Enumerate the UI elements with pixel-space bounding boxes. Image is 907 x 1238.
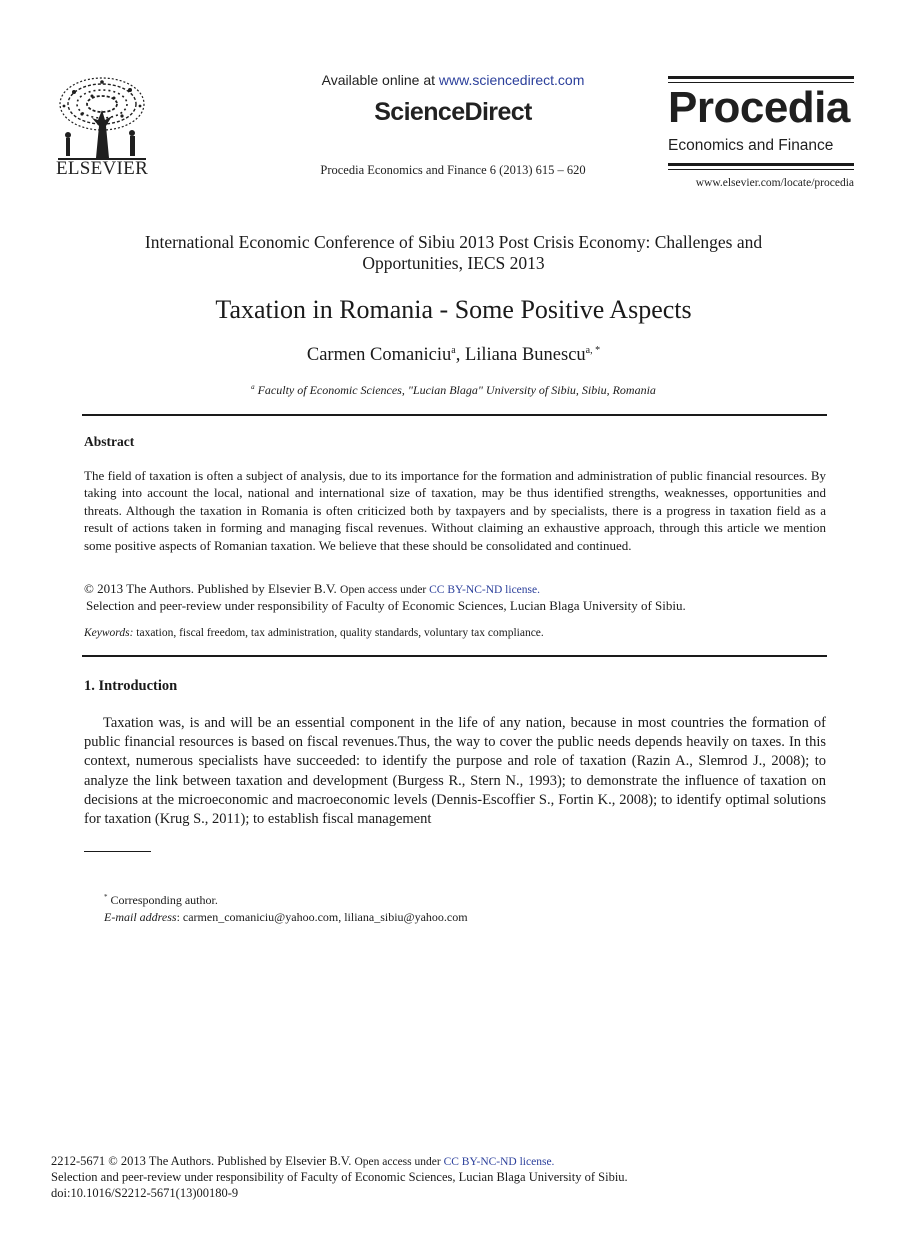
author-1-affiliation-mark: a (451, 344, 456, 356)
affiliation-text: Faculty of Economic Sciences, "Lucian Blaga" University of Sibiu, Sibiu, Romania (254, 383, 656, 397)
paper-title: Taxation in Romania - Some Positive Aspects (215, 295, 692, 324)
issn-copyright-line (51, 1154, 554, 1169)
procedia-rule-top (668, 76, 854, 79)
footnote-email (104, 910, 468, 925)
publisher-name: ELSEVIER (55, 158, 149, 179)
keywords-label: Keywords: (84, 627, 134, 639)
author-separator: , (455, 345, 465, 365)
email-addresses[interactable]: : carmen_comaniciu@yahoo.com, liliana_sibiu@yahoo.com (176, 910, 468, 924)
peer-review-statement: Selection and peer-review under responsibility of Faculty of Economic Sciences, Lucian Blaga University of Sibiu. (86, 598, 686, 613)
procedia-logo: Procedia (668, 83, 850, 132)
keywords-list: taxation, fiscal freedom, tax administration, quality standards, voluntary tax compliance. (133, 627, 544, 639)
journal-reference: Procedia Economics and Finance 6 (2013) 615 – 620 (320, 163, 586, 177)
procedia-url[interactable]: www.elsevier.com/locate/procedia (695, 177, 854, 189)
doi-line[interactable]: doi:10.1016/S2212-5671(13)00180-9 (51, 1186, 239, 1200)
issn-copyright-text: 2212-5671 © 2013 The Authors. Published by Elsevier B.V. (51, 1154, 355, 1168)
footnote-rule (84, 851, 151, 852)
footnote-corresponding-author (104, 893, 218, 908)
conference-line-2: Opportunities, IECS 2013 (362, 253, 545, 273)
introduction-text: Taxation was, is and will be an essential component in the life of any nation, because in most countries the formation of public financial resources is based on fiscal revenues.Thus, the way to cover the public needs depends heavily on taxes. In this context, numerous specialists have succeeded: to identify the purpose and role of taxation (Razin A., Slemrod J., 2008); to analyze the link between taxation and development (Burgess R., Stern N., 1993); to demonstrate the influence of taxation on decisions at the microeconomic and macroeconomic levels (Dennis-Escoffier S., Fortin K., 2008); to identify optimal solutions for taxation (Krug S., 2011); to establish fiscal management (84, 715, 826, 828)
abstract-top-rule (82, 414, 827, 416)
email-label: E-mail address (104, 910, 177, 924)
procedia-rule-mid-thin (668, 169, 854, 170)
keywords (84, 626, 826, 641)
affiliation-mark: a (251, 383, 255, 391)
procedia-rule-mid (668, 163, 854, 166)
footnote-corr-text: Corresponding author. (107, 893, 218, 907)
open-access-text: Open access under (340, 584, 430, 596)
author-2-name: Liliana Bunescu (464, 345, 586, 365)
author-list (90, 345, 817, 366)
bottom-open-access-text: Open access under (354, 1156, 444, 1168)
author-1-name: Carmen Comaniciu (306, 345, 452, 365)
abstract-heading: Abstract (84, 434, 135, 449)
available-online-line (228, 72, 678, 88)
author-2-affiliation-mark: a, * (585, 344, 601, 356)
tree-icon (52, 74, 152, 160)
abstract-bottom-rule (82, 655, 827, 657)
license-link[interactable]: CC BY-NC-ND license. (429, 584, 540, 596)
bottom-license-link[interactable]: CC BY-NC-ND license. (443, 1156, 555, 1168)
conference-line-1: International Economic Conference of Sibiu 2013 Post Crisis Economy: Challenges and (144, 232, 763, 252)
sciencedirect-logo: ScienceDirect (374, 98, 532, 126)
available-prefix: Available online at (321, 72, 439, 88)
affiliation (90, 383, 817, 398)
bottom-peer-review-line: Selection and peer-review under responsibility of Faculty of Economic Sciences, Lucian Blaga University of Sibiu. (51, 1170, 628, 1184)
procedia-subtitle: Economics and Finance (668, 137, 834, 154)
sciencedirect-link[interactable]: www.sciencedirect.com (438, 72, 585, 88)
section-heading-introduction: 1. Introduction (84, 678, 178, 694)
abstract-body: The field of taxation is often a subject of analysis, due to its importance for the formation and administration of public financial resources. By taking into account the local, national and international size of taxation, may be thus identified strengths, weaknesses, opportunities and threats. Although the taxation in Romania is often criticized both by taxpayers and by specialists, there is a progress in taxation field as a result of actions taken in forming and managing fiscal revenues. Without claiming an exhaustive approach, through this article we mention some positive aspects of Romanian taxation. We believe that these should be consolidated and continued. (84, 468, 826, 553)
footnote-mark: * (104, 893, 108, 901)
introduction-body (84, 714, 826, 829)
conference-title (90, 232, 817, 274)
copyright-text: © 2013 The Authors. Published by Elsevier B.V. (84, 581, 341, 596)
